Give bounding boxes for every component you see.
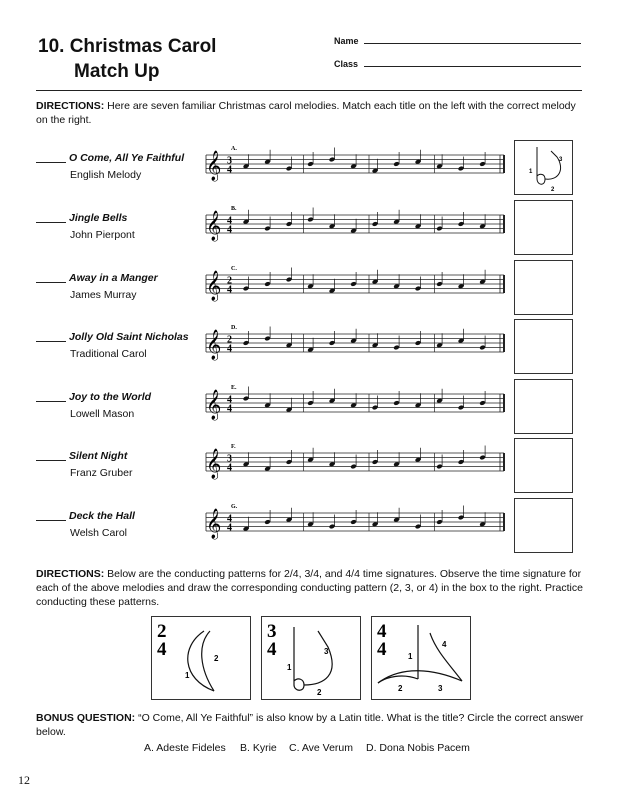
time-signature-top: 3 [227, 453, 232, 465]
treble-clef-icon: 𝄞 [206, 271, 222, 301]
song-title: Deck the Hall [69, 510, 135, 522]
treble-clef-icon: 𝄞 [206, 211, 222, 241]
directions-matching [36, 99, 584, 127]
answer-blank[interactable] [36, 282, 66, 283]
treble-clef-icon: 𝄞 [206, 449, 222, 479]
staff [206, 385, 504, 421]
melody-letter: F. [231, 444, 236, 450]
song-row [36, 450, 132, 479]
pattern-4-4 [371, 616, 471, 700]
melody-letter: C. [231, 266, 237, 272]
title-line-1: 10. Christmas Carol [38, 36, 217, 57]
song-title: O Come, All Ye Faithful [69, 152, 185, 164]
pattern-2-4-bottom: 4 [157, 639, 167, 660]
conducting-box[interactable] [514, 140, 573, 195]
beat-4: 4 [442, 640, 447, 649]
song-title: Jolly Old Saint Nicholas [69, 331, 189, 343]
conducting-box[interactable] [514, 498, 573, 553]
staff [206, 504, 504, 540]
song-title: Jingle Bells [69, 212, 128, 224]
header-divider [36, 90, 582, 91]
bonus-label: BONUS QUESTION: [36, 712, 136, 724]
time-signature-top: 3 [227, 155, 232, 167]
song-title: Away in a Manger [69, 272, 158, 284]
class-field[interactable] [364, 66, 581, 67]
beat-1: 1 [529, 169, 533, 175]
song-row [36, 272, 158, 301]
time-signature-top: 4 [227, 215, 232, 227]
beat-3: 3 [438, 684, 443, 693]
treble-clef-icon: 𝄞 [206, 330, 222, 360]
song-row [36, 212, 135, 241]
song-row [36, 391, 151, 420]
treble-clef-icon: 𝄞 [206, 509, 222, 539]
time-signature-bottom: 4 [227, 224, 232, 236]
conducting-box[interactable] [514, 319, 573, 374]
melody-letter: D. [231, 325, 237, 331]
directions-text: Below are the conducting patterns for 2/4, 3/4, and 4/4 time signatures. Observe the time signature for each of the above melodies and draw the corresponding conducting pattern (2, 3, or 4) in the box to the right. Practice conducting these patterns. [36, 568, 583, 608]
song-composer: English Melody [70, 169, 142, 181]
time-signature-bottom: 4 [227, 403, 232, 415]
time-signature-top: 2 [227, 334, 232, 346]
melody-letter: E. [231, 385, 237, 391]
answer-blank[interactable] [36, 460, 66, 461]
answer-blank[interactable] [36, 341, 66, 342]
answer-b[interactable]: B. Kyrie [240, 742, 277, 754]
answer-d[interactable]: D. Dona Nobis Pacem [366, 742, 470, 754]
answer-blank[interactable] [36, 401, 66, 402]
beat-1: 1 [287, 663, 292, 672]
pattern-2-4 [151, 616, 251, 700]
class-label: Class [334, 59, 359, 69]
song-row [36, 331, 189, 360]
pattern-3-4-top: 3 [267, 621, 277, 642]
song-composer: James Murray [70, 289, 137, 301]
song-row [36, 152, 184, 181]
staff [206, 444, 504, 480]
directions-label: DIRECTIONS: [36, 568, 105, 580]
pattern-3-4-bottom: 4 [267, 639, 277, 660]
time-signature-bottom: 4 [227, 284, 232, 296]
bonus-text: “O Come, All Ye Faithful” is also know by a Latin title. What is the title? Circle the correct answer below. [36, 712, 584, 738]
melody-letter: B. [231, 206, 237, 212]
answer-c[interactable]: C. Ave Verum [289, 742, 354, 754]
song-composer: Welsh Carol [70, 527, 127, 539]
pattern-4-4-top: 4 [377, 621, 387, 642]
time-signature-bottom: 4 [227, 164, 232, 176]
song-composer: Franz Gruber [70, 467, 133, 479]
time-signature-bottom: 4 [227, 522, 232, 534]
time-signature-top: 4 [227, 394, 232, 406]
pattern-3-4 [261, 616, 361, 700]
song-composer: Lowell Mason [70, 408, 135, 420]
pattern-4-4-bottom: 4 [377, 639, 387, 660]
conducting-box[interactable] [514, 200, 573, 255]
beat-3: 3 [559, 157, 563, 163]
beat-3: 3 [324, 647, 329, 656]
directions-label: DIRECTIONS: [36, 100, 105, 112]
treble-clef-icon: 𝄞 [206, 151, 222, 181]
bonus-question [36, 711, 584, 739]
directions-conducting [36, 567, 584, 609]
time-signature-bottom: 4 [227, 462, 232, 474]
answer-blank[interactable] [36, 222, 66, 223]
beat-1: 1 [185, 671, 190, 680]
answer-a[interactable]: A. Adeste Fideles [144, 742, 226, 754]
beat-2: 2 [398, 684, 403, 693]
staff [206, 206, 504, 242]
time-signature-bottom: 4 [227, 343, 232, 355]
pattern-2-4-top: 2 [157, 621, 167, 642]
beat-2: 2 [317, 688, 322, 697]
conducting-box[interactable] [514, 260, 573, 315]
staff [206, 266, 504, 302]
melody-letter: A. [231, 146, 237, 152]
directions-text: Here are seven familiar Christmas carol melodies. Match each title on the left with the correct melody on the right. [36, 100, 576, 126]
beat-2: 2 [551, 187, 555, 193]
song-title: Silent Night [69, 450, 128, 462]
page-number: 12 [18, 773, 30, 787]
conducting-box[interactable] [514, 438, 573, 493]
song-composer: Traditional Carol [70, 348, 147, 360]
melody-letter: G. [231, 504, 238, 510]
song-composer: John Pierpont [70, 229, 135, 241]
time-signature-top: 2 [227, 275, 232, 287]
answer-blank[interactable] [36, 520, 66, 521]
conducting-box[interactable] [514, 379, 573, 434]
staff [206, 146, 504, 182]
name-field[interactable] [364, 43, 581, 44]
song-title: Joy to the World [69, 391, 152, 403]
staff [206, 325, 504, 361]
answer-blank[interactable] [36, 162, 66, 163]
beat-2: 2 [214, 654, 219, 663]
song-row [36, 510, 135, 539]
treble-clef-icon: 𝄞 [206, 390, 222, 420]
melody-staves [200, 140, 520, 560]
page-title [38, 34, 216, 84]
name-label: Name [334, 36, 359, 46]
time-signature-top: 4 [227, 513, 232, 525]
beat-1: 1 [408, 652, 413, 661]
title-line-2: Match Up [74, 61, 160, 82]
